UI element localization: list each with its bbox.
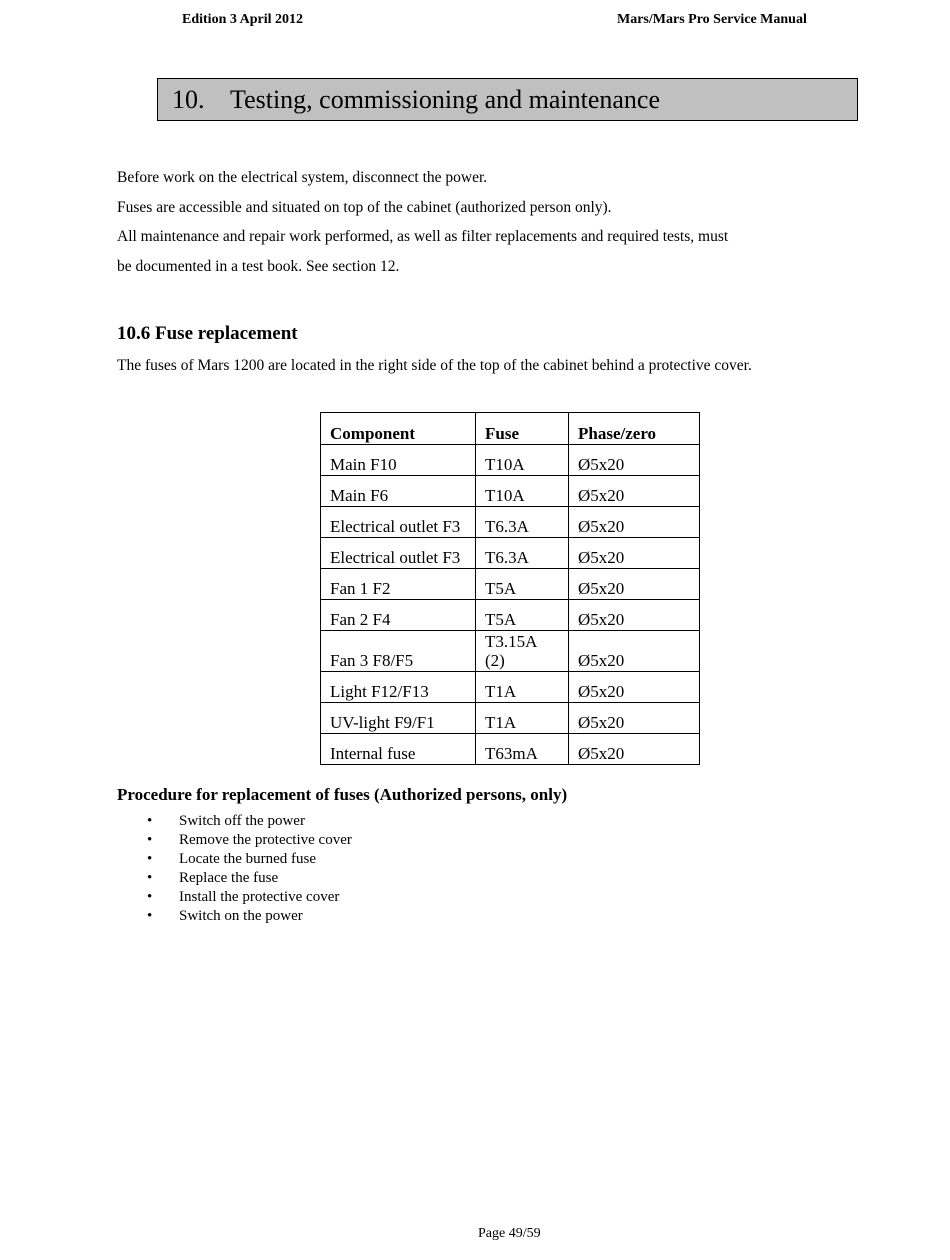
intro-paragraph: be documented in a test book. See section 12. (117, 258, 400, 275)
list-item (117, 850, 352, 869)
table-row (321, 538, 700, 569)
table-cell: T3.15A (2) (476, 631, 569, 672)
table-cell: Ø5x20 (569, 445, 700, 476)
table-row (321, 569, 700, 600)
table-row (321, 631, 700, 672)
list-item (117, 812, 352, 831)
table-cell: Fan 3 F8/F5 (321, 631, 476, 672)
table-cell: Electrical outlet F3 (321, 538, 476, 569)
table-cell: T6.3A (476, 538, 569, 569)
table-cell: Internal fuse (321, 734, 476, 765)
intro-paragraph: Fuses are accessible and situated on top of the cabinet (authorized person only). (117, 199, 612, 216)
table-row (321, 600, 700, 631)
header-edition: Edition 3 April 2012 (182, 12, 303, 27)
list-item (117, 831, 352, 850)
table-cell: T63mA (476, 734, 569, 765)
chapter-heading (157, 78, 858, 121)
step-text: Install the protective cover (179, 889, 340, 905)
step-text: Switch off the power (179, 813, 305, 829)
page-number: Page 49/59 (478, 1226, 541, 1241)
bullet-icon: • (147, 832, 153, 848)
column-header: Component (321, 413, 476, 445)
table-cell: Fan 2 F4 (321, 600, 476, 631)
bullet-icon: • (147, 813, 153, 829)
table-cell: Ø5x20 (569, 507, 700, 538)
table-cell: Ø5x20 (569, 538, 700, 569)
intro-paragraph: Before work on the electrical system, disconnect the power. (117, 169, 488, 186)
section-description: The fuses of Mars 1200 are located in the right side of the top of the cabinet behind a protective cover. (117, 357, 752, 374)
section-title: 10.6 Fuse replacement (117, 323, 298, 344)
column-header: Phase/zero (569, 413, 700, 445)
table-cell: Electrical outlet F3 (321, 507, 476, 538)
table-cell: T6.3A (476, 507, 569, 538)
bullet-icon: • (147, 870, 153, 886)
table-row (321, 734, 700, 765)
table-cell: UV-light F9/F1 (321, 703, 476, 734)
column-header: Fuse (476, 413, 569, 445)
table-cell: Ø5x20 (569, 569, 700, 600)
step-text: Locate the burned fuse (179, 851, 317, 867)
table-cell: T10A (476, 476, 569, 507)
table-row (321, 672, 700, 703)
chapter-number: 10. (172, 84, 205, 114)
intro-paragraph: All maintenance and repair work performed, as well as filter replacements and required tests, must (117, 228, 729, 245)
procedure-steps (117, 812, 352, 926)
table-cell: Ø5x20 (569, 703, 700, 734)
table-cell: Ø5x20 (569, 631, 700, 672)
list-item (117, 869, 352, 888)
table-cell: Fan 1 F2 (321, 569, 476, 600)
bullet-icon: • (147, 889, 153, 905)
header-manual-title: Mars/Mars Pro Service Manual (617, 12, 807, 27)
table-cell: T10A (476, 445, 569, 476)
step-text: Switch on the power (179, 908, 303, 924)
table-header-row (321, 413, 700, 445)
list-item (117, 888, 352, 907)
step-text: Remove the protective cover (179, 832, 352, 848)
table-row (321, 507, 700, 538)
table-cell: Ø5x20 (569, 600, 700, 631)
table-cell: T1A (476, 672, 569, 703)
table-cell: T5A (476, 569, 569, 600)
procedure-title: Procedure for replacement of fuses (Authorized persons, only) (117, 785, 568, 804)
table-cell: Ø5x20 (569, 734, 700, 765)
bullet-icon: • (147, 851, 153, 867)
table-row (321, 476, 700, 507)
fuse-table (320, 412, 700, 765)
list-item (117, 907, 352, 926)
table-cell: Light F12/F13 (321, 672, 476, 703)
table-cell: Ø5x20 (569, 672, 700, 703)
table-row (321, 703, 700, 734)
table-cell: Main F10 (321, 445, 476, 476)
table-cell: Main F6 (321, 476, 476, 507)
bullet-icon: • (147, 908, 153, 924)
chapter-title: Testing, commissioning and maintenance (230, 84, 660, 114)
table-cell: Ø5x20 (569, 476, 700, 507)
table-cell: T5A (476, 600, 569, 631)
table-row (321, 445, 700, 476)
table-cell: T1A (476, 703, 569, 734)
step-text: Replace the fuse (179, 870, 279, 886)
